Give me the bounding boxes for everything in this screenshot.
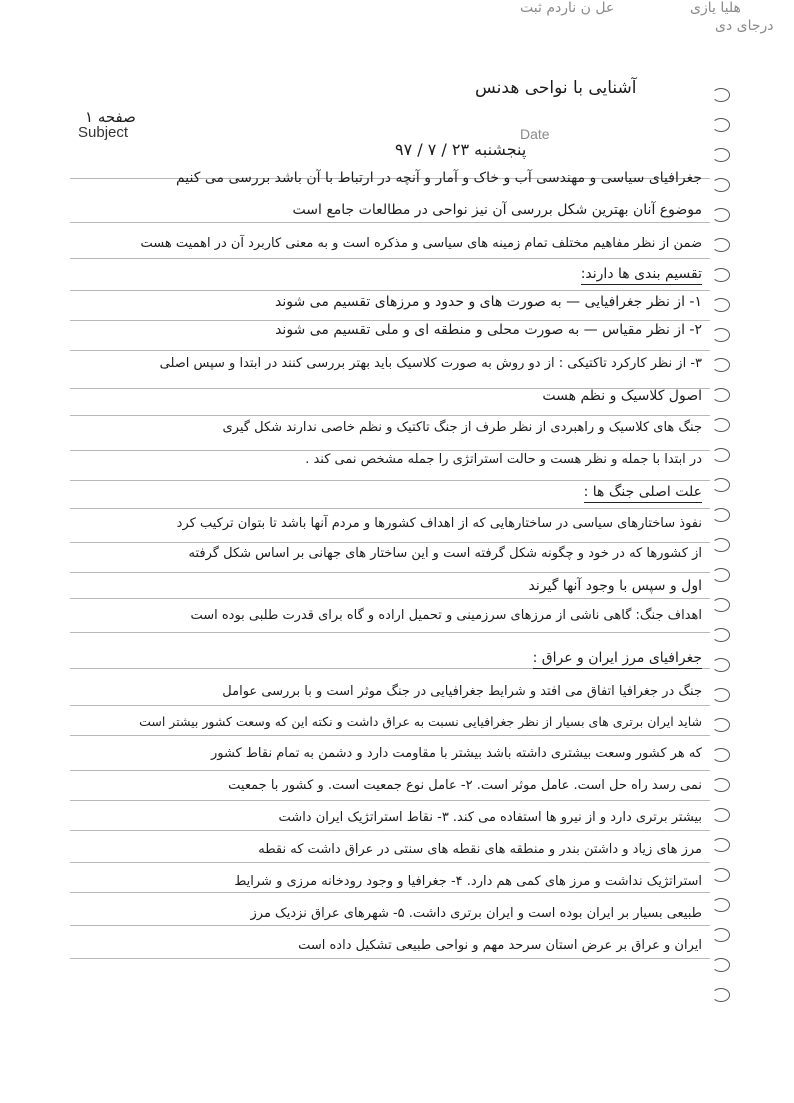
body-line: ضمن از نظر مفاهیم مختلف تمام زمینه های سیاسی و مذکره است و به معنی کاربرد آن در اهمیت هست (140, 236, 702, 251)
body-line: در ابتدا با جمله و نظر هست و حالت استراتژی را جمله مشخص نمی کند . (305, 452, 702, 467)
body-line: جغرافیای سیاسی و مهندسی آب و خاک و آمار و آنچه در ارتباط با آن باشد بررسی می کنیم (175, 170, 702, 186)
body-line: اصول کلاسیک و نظم هست (542, 388, 702, 404)
top-note-right: هلیا یازی (690, 0, 741, 16)
body-line: که هر کشور وسعت بیشتری داشته باشد بیشتر با مقاومت دارد و دشمن به تمام نقاط کشور (210, 746, 702, 761)
date-value: پنجشنبه ۲۳ / ۷ / ۹۷ (395, 140, 527, 159)
body-line: تقسیم بندی ها دارند: (581, 266, 702, 285)
body-line: شاید ایران برتری های بسیار از نظر جغرافیایی نسبت به عراق داشت و نکته این که وسعت کشور بیشتر است (139, 714, 702, 729)
body-line: بیشتر برتری دارد و از نیرو ها استفاده می کند. ۳- نقاط استراتژیک ایران داشت (278, 810, 702, 825)
body-line: نفوذ ساختارهای سیاسی در ساختارهایی که از اهداف کشورها و مردم آنها باشد تا بتوان ترکیب کرد (176, 516, 702, 531)
body-line: موضوع آنان بهترین شکل بررسی آن نیز نواحی در مطالعات جامع است (292, 202, 702, 218)
body-line: طبیعی بسیار بر ایران بوده است و ایران برتری داشت. ۵- شهرهای عراق نزدیک مرز (250, 906, 702, 921)
subject-label: Subject (78, 124, 129, 141)
body-line: اهداف جنگ: گاهی ناشی از مرزهای سرزمینی و تحمیل اراده و گاه برای قدرت طلبی بوده است (190, 608, 702, 623)
body-line: نمی رسد راه حل است. عامل موثر است. ۲- عامل نوع جمعیت است. و کشور با جمعیت (228, 778, 702, 793)
top-note-right-2: درجای دی (715, 18, 774, 34)
body-line: ۱- از نظر جغرافیایی — به صورت های و حدود و مرزهای تقسیم می شوند (275, 294, 702, 310)
body-line: مرز های زیاد و داشتن بندر و منطقه های نقطه های سنتی در عراق داشت که نقطه (258, 842, 702, 857)
body-line: جنگ های کلاسیک و راهبردی از نظر طرف از جنگ تاکتیک و نظم خاصی ندارند شکل گیری (222, 420, 702, 435)
top-note-left: عل ن ناردم ثبت (520, 0, 615, 16)
body-line: ۳- از نظر کارکرد تاکتیکی : از دو روش به صورت کلاسیک باید بهتر بررسی کنند در ابتدا و سپس اصلی (159, 356, 702, 371)
body-line: از کشورها که در خود و چگونه شکل گرفته است و این ساختار های جهانی بر اساس شکل گرفته (188, 546, 702, 561)
body-line: استراتژیک نداشت و مرز های کمی هم دارد. ۴- جغرافیا و وجود رودخانه مرزی و شرایط (234, 874, 702, 889)
page-title: آشنایی با نواحی هدنس (475, 78, 637, 98)
date-label: Date (520, 126, 550, 142)
section-heading: علت اصلی جنگ ها : (584, 484, 702, 503)
page-label: صفحه ۱ (85, 108, 136, 126)
body-line: جنگ در جغرافیا اتفاق می افتد و شرایط جغرافیایی در جنگ موثر است و با بررسی عوامل (222, 684, 702, 699)
body-line: ۲- از نظر مقیاس — به صورت محلی و منطقه ای و ملی تقسیم می شوند (275, 322, 702, 338)
body-line: اول و سپس با وجود آنها گیرند (528, 578, 702, 594)
body-line: ایران و عراق بر عرض استان سرحد مهم و نواحی طبیعی تشکیل داده است (298, 938, 702, 953)
section-heading: جغرافیای مرز ایران و عراق : (533, 650, 702, 669)
